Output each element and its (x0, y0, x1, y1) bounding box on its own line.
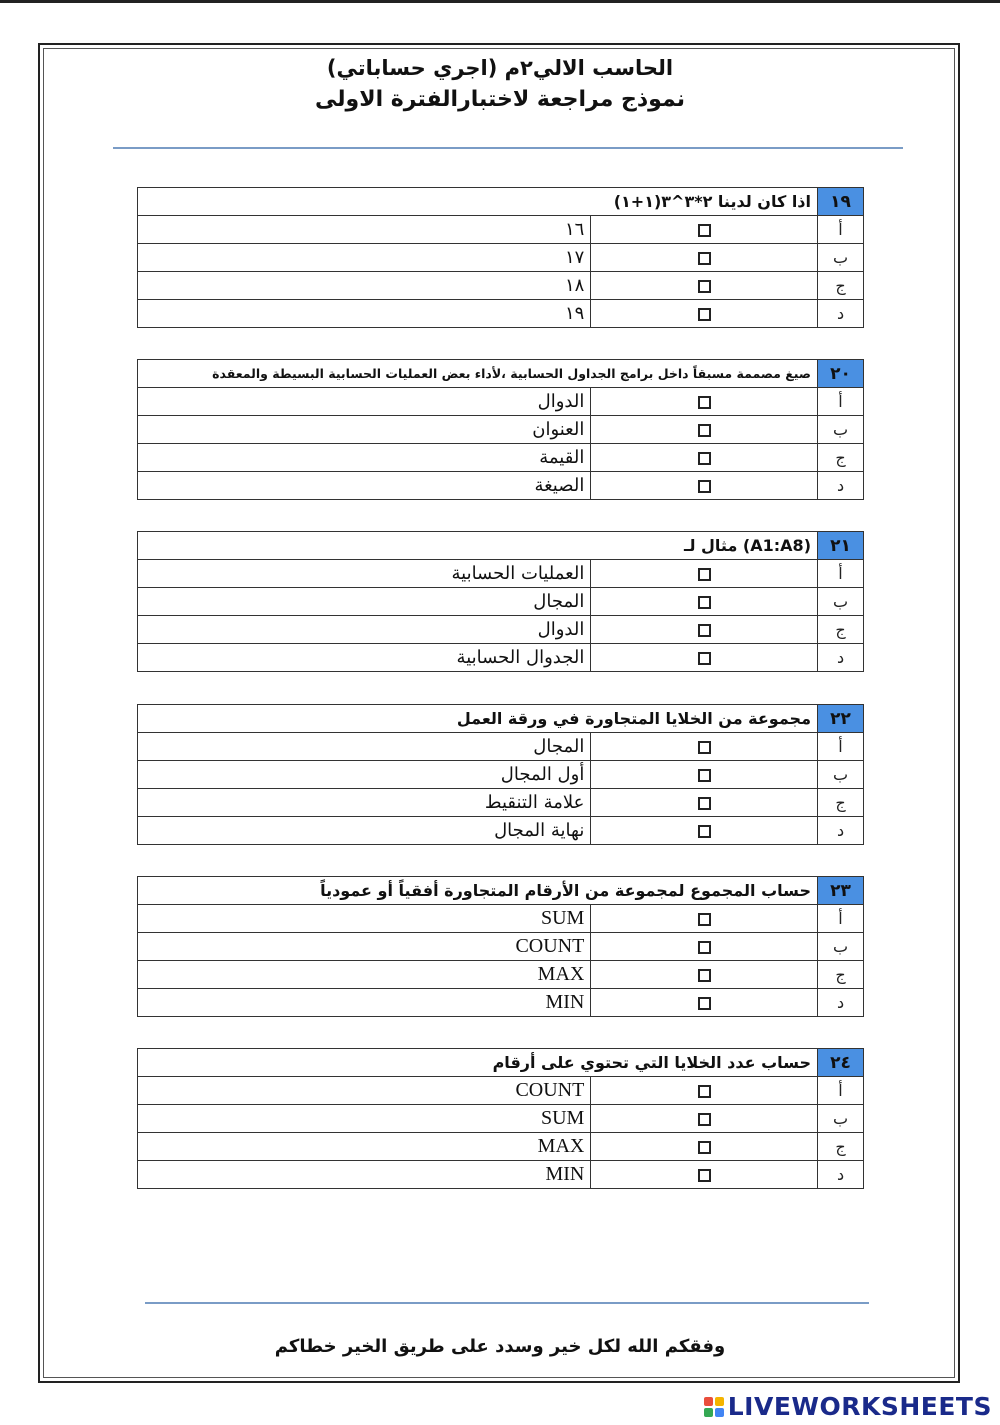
option-row-filler (138, 244, 365, 272)
answer-checkbox[interactable] (698, 452, 711, 465)
header-divider (113, 147, 903, 149)
option-row-filler (138, 933, 365, 961)
option-text: علامة التنقيط (364, 789, 591, 817)
question-text: حساب المجموع لمجموعة من الأرقام المتجاورة أفقياً أو عمودياً (138, 877, 818, 905)
watermark-text: LIVEWORKSHEETS (727, 1392, 992, 1421)
answer-option-row (138, 1077, 864, 1105)
option-checkbox-cell (591, 1161, 818, 1189)
option-letter: أ (818, 905, 864, 933)
answer-option-row (138, 272, 864, 300)
header-subject-title: الحاسب الالي٢م (اجري حساباتي) (326, 56, 674, 80)
answer-checkbox[interactable] (698, 741, 711, 754)
answer-checkbox[interactable] (698, 280, 711, 293)
option-checkbox-cell (591, 300, 818, 328)
option-text: MIN (364, 1161, 591, 1189)
answer-option-row (138, 244, 864, 272)
question-header-row (138, 1049, 864, 1077)
answer-checkbox[interactable] (698, 969, 711, 982)
answer-checkbox[interactable] (698, 1141, 711, 1154)
option-text: ١٨ (364, 272, 591, 300)
answer-option-row (138, 789, 864, 817)
liveworksheets-watermark (704, 1392, 992, 1421)
option-checkbox-cell (591, 588, 818, 616)
answer-checkbox[interactable] (698, 1085, 711, 1098)
answer-option-row (138, 588, 864, 616)
option-row-filler (138, 588, 365, 616)
question-header-row (138, 360, 864, 388)
option-checkbox-cell (591, 1105, 818, 1133)
option-row-filler (138, 733, 365, 761)
option-row-filler (138, 1133, 365, 1161)
option-letter: د (818, 989, 864, 1017)
option-checkbox-cell (591, 761, 818, 789)
question-header-row (138, 532, 864, 560)
option-text: SUM (364, 1105, 591, 1133)
option-text: المجال (364, 588, 591, 616)
question-table (137, 1048, 864, 1189)
option-checkbox-cell (591, 733, 818, 761)
option-row-filler (138, 644, 365, 672)
answer-option-row (138, 416, 864, 444)
answer-option-row (138, 388, 864, 416)
answer-checkbox[interactable] (698, 997, 711, 1010)
option-text: الدوال (364, 616, 591, 644)
question-number: ٢١ (818, 532, 864, 560)
top-border-rule (0, 0, 1000, 3)
option-checkbox-cell (591, 961, 818, 989)
answer-checkbox[interactable] (698, 252, 711, 265)
answer-option-row (138, 300, 864, 328)
option-letter: د (818, 472, 864, 500)
option-text: أول المجال (364, 761, 591, 789)
option-row-filler (138, 616, 365, 644)
question-header-row (138, 188, 864, 216)
option-letter: د (818, 1161, 864, 1189)
option-text: ١٦ (364, 216, 591, 244)
option-letter: ج (818, 961, 864, 989)
answer-option-row (138, 644, 864, 672)
option-text: SUM (364, 905, 591, 933)
option-letter: ب (818, 416, 864, 444)
option-checkbox-cell (591, 416, 818, 444)
answer-option-row (138, 1161, 864, 1189)
question-text: مجموعة من الخلايا المتجاورة في ورقة العمل (138, 705, 818, 733)
option-checkbox-cell (591, 216, 818, 244)
answer-option-row (138, 444, 864, 472)
answer-option-row (138, 933, 864, 961)
option-letter: ب (818, 761, 864, 789)
option-checkbox-cell (591, 905, 818, 933)
option-row-filler (138, 961, 365, 989)
option-checkbox-cell (591, 817, 818, 845)
option-row-filler (138, 216, 365, 244)
answer-checkbox[interactable] (698, 224, 711, 237)
option-text: COUNT (364, 1077, 591, 1105)
answer-checkbox[interactable] (698, 308, 711, 321)
option-row-filler (138, 761, 365, 789)
option-text: العمليات الحسابية (364, 560, 591, 588)
logo-tile-l (704, 1397, 713, 1406)
option-letter: ب (818, 933, 864, 961)
option-text: العنوان (364, 416, 591, 444)
option-row-filler (138, 388, 365, 416)
answer-checkbox[interactable] (698, 424, 711, 437)
option-checkbox-cell (591, 388, 818, 416)
option-checkbox-cell (591, 444, 818, 472)
answer-option-row (138, 560, 864, 588)
answer-checkbox[interactable] (698, 797, 711, 810)
option-row-filler (138, 1161, 365, 1189)
option-checkbox-cell (591, 933, 818, 961)
option-row-filler (138, 300, 365, 328)
question-header-row (138, 877, 864, 905)
option-checkbox-cell (591, 272, 818, 300)
answer-checkbox[interactable] (698, 396, 711, 409)
question-text: (A1:A8) مثال لـ (138, 532, 818, 560)
option-checkbox-cell (591, 1133, 818, 1161)
option-letter: ب (818, 244, 864, 272)
option-text: COUNT (364, 933, 591, 961)
footer-divider (145, 1302, 869, 1304)
option-text: ١٧ (364, 244, 591, 272)
option-letter: د (818, 817, 864, 845)
option-letter: ج (818, 444, 864, 472)
answer-option-row (138, 1133, 864, 1161)
question-table (137, 876, 864, 1017)
option-row-filler (138, 560, 365, 588)
option-row-filler (138, 989, 365, 1017)
option-letter: ج (818, 1133, 864, 1161)
closing-message: وفقكم الله لكل خير وسدد على طريق الخير خطاكم (274, 1336, 726, 1357)
option-letter: أ (818, 1077, 864, 1105)
option-checkbox-cell (591, 244, 818, 272)
answer-checkbox[interactable] (698, 568, 711, 581)
answer-checkbox[interactable] (698, 1169, 711, 1182)
option-row-filler (138, 416, 365, 444)
question-text: حساب عدد الخلايا التي تحتوي على أرقام (138, 1049, 818, 1077)
answer-checkbox[interactable] (698, 1113, 711, 1126)
option-row-filler (138, 444, 365, 472)
option-row-filler (138, 272, 365, 300)
answer-option-row (138, 472, 864, 500)
answer-checkbox[interactable] (698, 825, 711, 838)
option-letter: ج (818, 789, 864, 817)
answer-option-row (138, 733, 864, 761)
answer-checkbox[interactable] (698, 769, 711, 782)
question-table (137, 704, 864, 845)
option-checkbox-cell (591, 472, 818, 500)
question-number: ٢٢ (818, 705, 864, 733)
option-row-filler (138, 1077, 365, 1105)
option-checkbox-cell (591, 616, 818, 644)
option-text: الصيغة (364, 472, 591, 500)
option-checkbox-cell (591, 989, 818, 1017)
option-letter: ب (818, 588, 864, 616)
option-letter: أ (818, 733, 864, 761)
option-letter: ج (818, 272, 864, 300)
answer-option-row (138, 761, 864, 789)
option-letter: ج (818, 616, 864, 644)
question-table (137, 531, 864, 672)
answer-option-row (138, 817, 864, 845)
answer-option-row (138, 216, 864, 244)
option-text: القيمة (364, 444, 591, 472)
logo-tile-v (704, 1408, 713, 1417)
logo-tile-e (715, 1408, 724, 1417)
option-row-filler (138, 817, 365, 845)
answer-checkbox[interactable] (698, 941, 711, 954)
option-letter: أ (818, 560, 864, 588)
answer-checkbox[interactable] (698, 596, 711, 609)
liveworksheets-logo-icon (704, 1397, 724, 1417)
question-number: ٢٤ (818, 1049, 864, 1077)
option-checkbox-cell (591, 789, 818, 817)
option-letter: أ (818, 388, 864, 416)
option-text: نهاية المجال (364, 817, 591, 845)
answer-option-row (138, 989, 864, 1017)
answer-checkbox[interactable] (698, 624, 711, 637)
option-checkbox-cell (591, 560, 818, 588)
option-checkbox-cell (591, 1077, 818, 1105)
option-row-filler (138, 905, 365, 933)
answer-checkbox[interactable] (698, 913, 711, 926)
option-text: MAX (364, 1133, 591, 1161)
question-header-row (138, 705, 864, 733)
option-letter: أ (818, 216, 864, 244)
question-text: صيغ مصممة مسبقاً داخل برامج الجداول الحسابية ،لأداء بعض العمليات الحسابية البسيطة والمعقدة (138, 360, 818, 388)
option-text: MIN (364, 989, 591, 1017)
option-row-filler (138, 472, 365, 500)
question-table (137, 359, 864, 500)
logo-tile-i (715, 1397, 724, 1406)
option-text: ١٩ (364, 300, 591, 328)
answer-option-row (138, 905, 864, 933)
answer-option-row (138, 616, 864, 644)
answer-option-row (138, 961, 864, 989)
option-letter: ب (818, 1105, 864, 1133)
question-table (137, 187, 864, 328)
question-number: ٢٠ (818, 360, 864, 388)
question-text: اذا كان لدينا ٢*٣^٣(١+١) (138, 188, 818, 216)
question-number: ١٩ (818, 188, 864, 216)
header-review-title: نموذج مراجعة لاختبارالفترة الاولى (315, 87, 685, 112)
option-letter: د (818, 644, 864, 672)
option-checkbox-cell (591, 644, 818, 672)
option-text: المجال (364, 733, 591, 761)
answer-checkbox[interactable] (698, 652, 711, 665)
answer-checkbox[interactable] (698, 480, 711, 493)
answer-option-row (138, 1105, 864, 1133)
option-text: MAX (364, 961, 591, 989)
option-text: الجدوال الحسابية (364, 644, 591, 672)
option-letter: د (818, 300, 864, 328)
question-number: ٢٣ (818, 877, 864, 905)
option-text: الدوال (364, 388, 591, 416)
option-row-filler (138, 1105, 365, 1133)
option-row-filler (138, 789, 365, 817)
